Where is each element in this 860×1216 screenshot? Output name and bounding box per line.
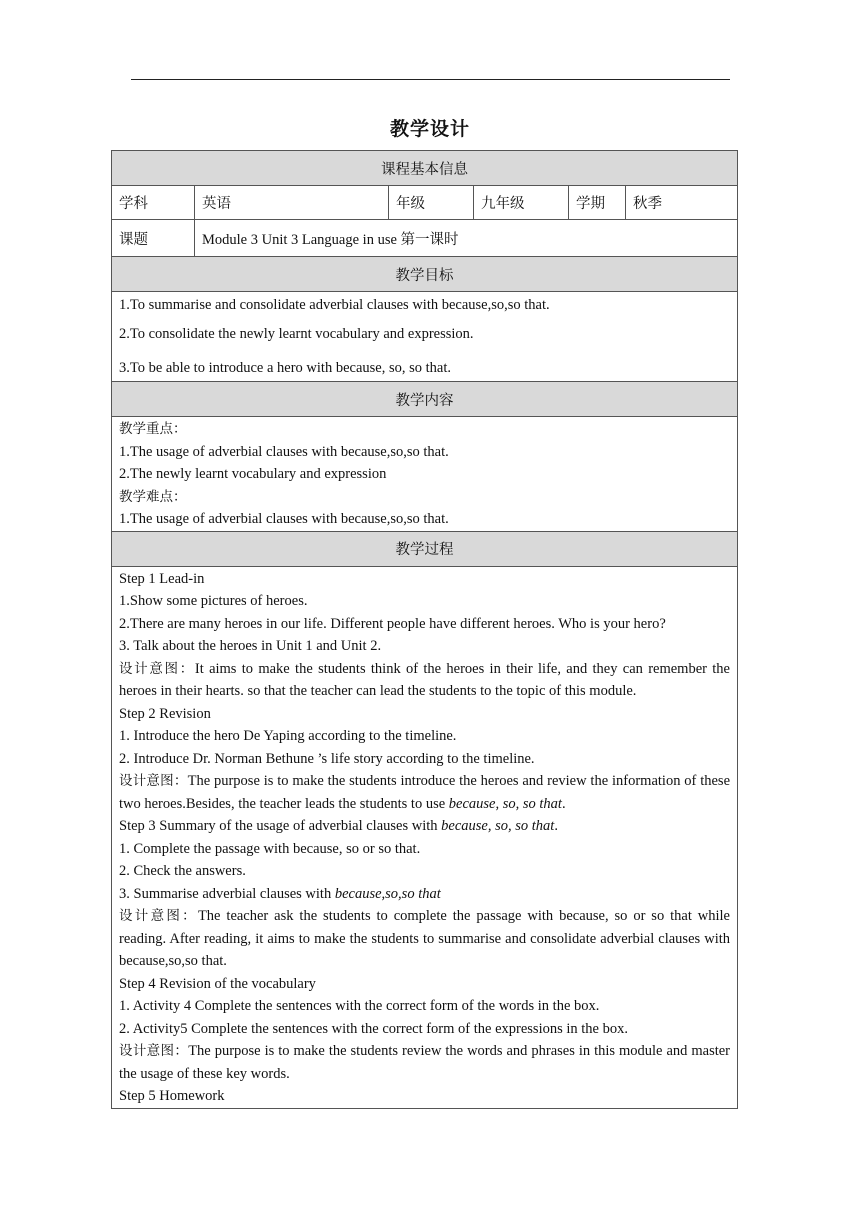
basic-info-row xyxy=(112,186,738,220)
step1-title: Step 1 Lead-in xyxy=(119,570,205,587)
step1-intent-text: It aims to make the students think of the heroes in their life, and they can remember the heroes in their hearts. so that the teacher can lead the students to the topic of this module. xyxy=(119,660,730,699)
key-points-label: 教学重点： xyxy=(119,421,187,437)
design-intent-label: 设计意图： xyxy=(119,1043,189,1059)
difficult-points-label: 教学难点： xyxy=(119,488,187,505)
step4-item: 1. Activity 4 Complete the sentences with the correct form of the words in the box. xyxy=(119,998,600,1014)
step4-title: Step 4 Revision of the vocabulary xyxy=(119,975,316,992)
step4-intent xyxy=(119,1040,730,1085)
document-title: 教学设计 xyxy=(389,118,470,140)
step4-item: 2. Activity5 Complete the sentences with the correct form of the expressions in the box. xyxy=(119,1020,628,1037)
process-cell xyxy=(112,566,738,1108)
process-header-row xyxy=(112,531,738,566)
objective-item: 1.To summarise and consolidate adverbial clauses with because,so,so that. xyxy=(119,297,550,313)
objective-item: 2.To consolidate the newly learnt vocabulary and expression. xyxy=(119,326,474,342)
grade-label: 年级 xyxy=(389,186,474,220)
step3-item xyxy=(119,883,730,906)
step1-item: 3. Talk about the heroes in Unit 1 and Unit 2. xyxy=(119,638,382,654)
step1-intent xyxy=(119,658,730,703)
step1-item: 1.Show some pictures of heroes. xyxy=(119,593,308,609)
design-intent-label: 设计意图： xyxy=(119,908,198,924)
design-intent-label: 设计意图： xyxy=(119,660,195,677)
objectives-cell xyxy=(112,292,738,382)
step4-intent-text: The purpose is to make the students review the words and phrases in this module and master the usage of these key words. xyxy=(119,1043,730,1082)
step2-title: Step 2 Revision xyxy=(119,705,211,722)
basic-info-header-row xyxy=(112,151,738,186)
key-point-item: 2.The newly learnt vocabulary and expression xyxy=(119,466,387,482)
step3-item3-text: 3. Summarise adverbial clauses with xyxy=(119,885,335,902)
objectives-header-row xyxy=(112,257,738,292)
design-intent-label: 设计意图： xyxy=(119,773,188,789)
content-header: 教学内容 xyxy=(112,382,738,417)
term-value: 秋季 xyxy=(626,186,738,220)
step2-intent-keywords: because, so, so that xyxy=(448,795,562,812)
step3-title-end: . xyxy=(554,818,558,834)
subject-label: 学科 xyxy=(112,186,195,220)
grade-value: 九年级 xyxy=(474,186,569,220)
step3-intent-text: The teacher ask the students to complete the passage with because, so or so that while reading. After reading, it aims to make the students to summarise and consolidate adverbial clauses with because,so,so that. xyxy=(119,908,730,969)
lesson-plan-table xyxy=(111,150,738,1109)
objectives-row xyxy=(112,292,738,382)
topic-label: 课题 xyxy=(112,220,195,257)
difficult-point-item: 1.The usage of adverbial clauses with because,so,so that. xyxy=(119,511,449,527)
step3-item: 2. Check the answers. xyxy=(119,863,246,879)
objective-item: 3.To be able to introduce a hero with because, so, so that. xyxy=(119,360,451,376)
subject-value: 英语 xyxy=(195,186,389,220)
key-point-item: 1.The usage of adverbial clauses with because,so,so that. xyxy=(119,443,449,460)
step3-title-keywords: because, so, so that xyxy=(441,818,555,834)
step1-item: 2.There are many heroes in our life. Different people have different heroes. Who is your hero? xyxy=(119,615,666,632)
step2-item: 1. Introduce the hero De Yaping according to the timeline. xyxy=(119,728,457,744)
process-row xyxy=(112,566,738,1108)
content-header-row xyxy=(112,382,738,417)
content-cell xyxy=(112,417,738,532)
step3-item3-keywords: because,so,so that xyxy=(334,885,441,902)
topic-row xyxy=(112,220,738,257)
term-label: 学期 xyxy=(569,186,626,220)
step5-title: Step 5 Homework xyxy=(119,1088,225,1104)
step2-intent-text: The purpose is to make the students introduce the heroes and review the information of these two heroes.Besides, the teacher leads the students to use xyxy=(119,773,731,812)
header-rule xyxy=(131,79,730,80)
process-header: 教学过程 xyxy=(112,531,738,566)
content-row xyxy=(112,417,738,532)
step2-intent-end: . xyxy=(561,795,566,812)
step2-intent xyxy=(119,770,730,815)
step3-item: 1. Complete the passage with because, so or so that. xyxy=(119,840,421,857)
step2-item: 2. Introduce Dr. Norman Bethune ’s life story according to the timeline. xyxy=(119,750,535,767)
basic-info-header: 课程基本信息 xyxy=(112,151,738,186)
topic-value: Module 3 Unit 3 Language in use 第一课时 xyxy=(195,220,738,257)
step3-title-text: Step 3 Summary of the usage of adverbial clauses with xyxy=(119,818,442,834)
objectives-header: 教学目标 xyxy=(112,257,738,292)
step3-intent xyxy=(119,905,730,973)
step3-title xyxy=(119,815,730,838)
